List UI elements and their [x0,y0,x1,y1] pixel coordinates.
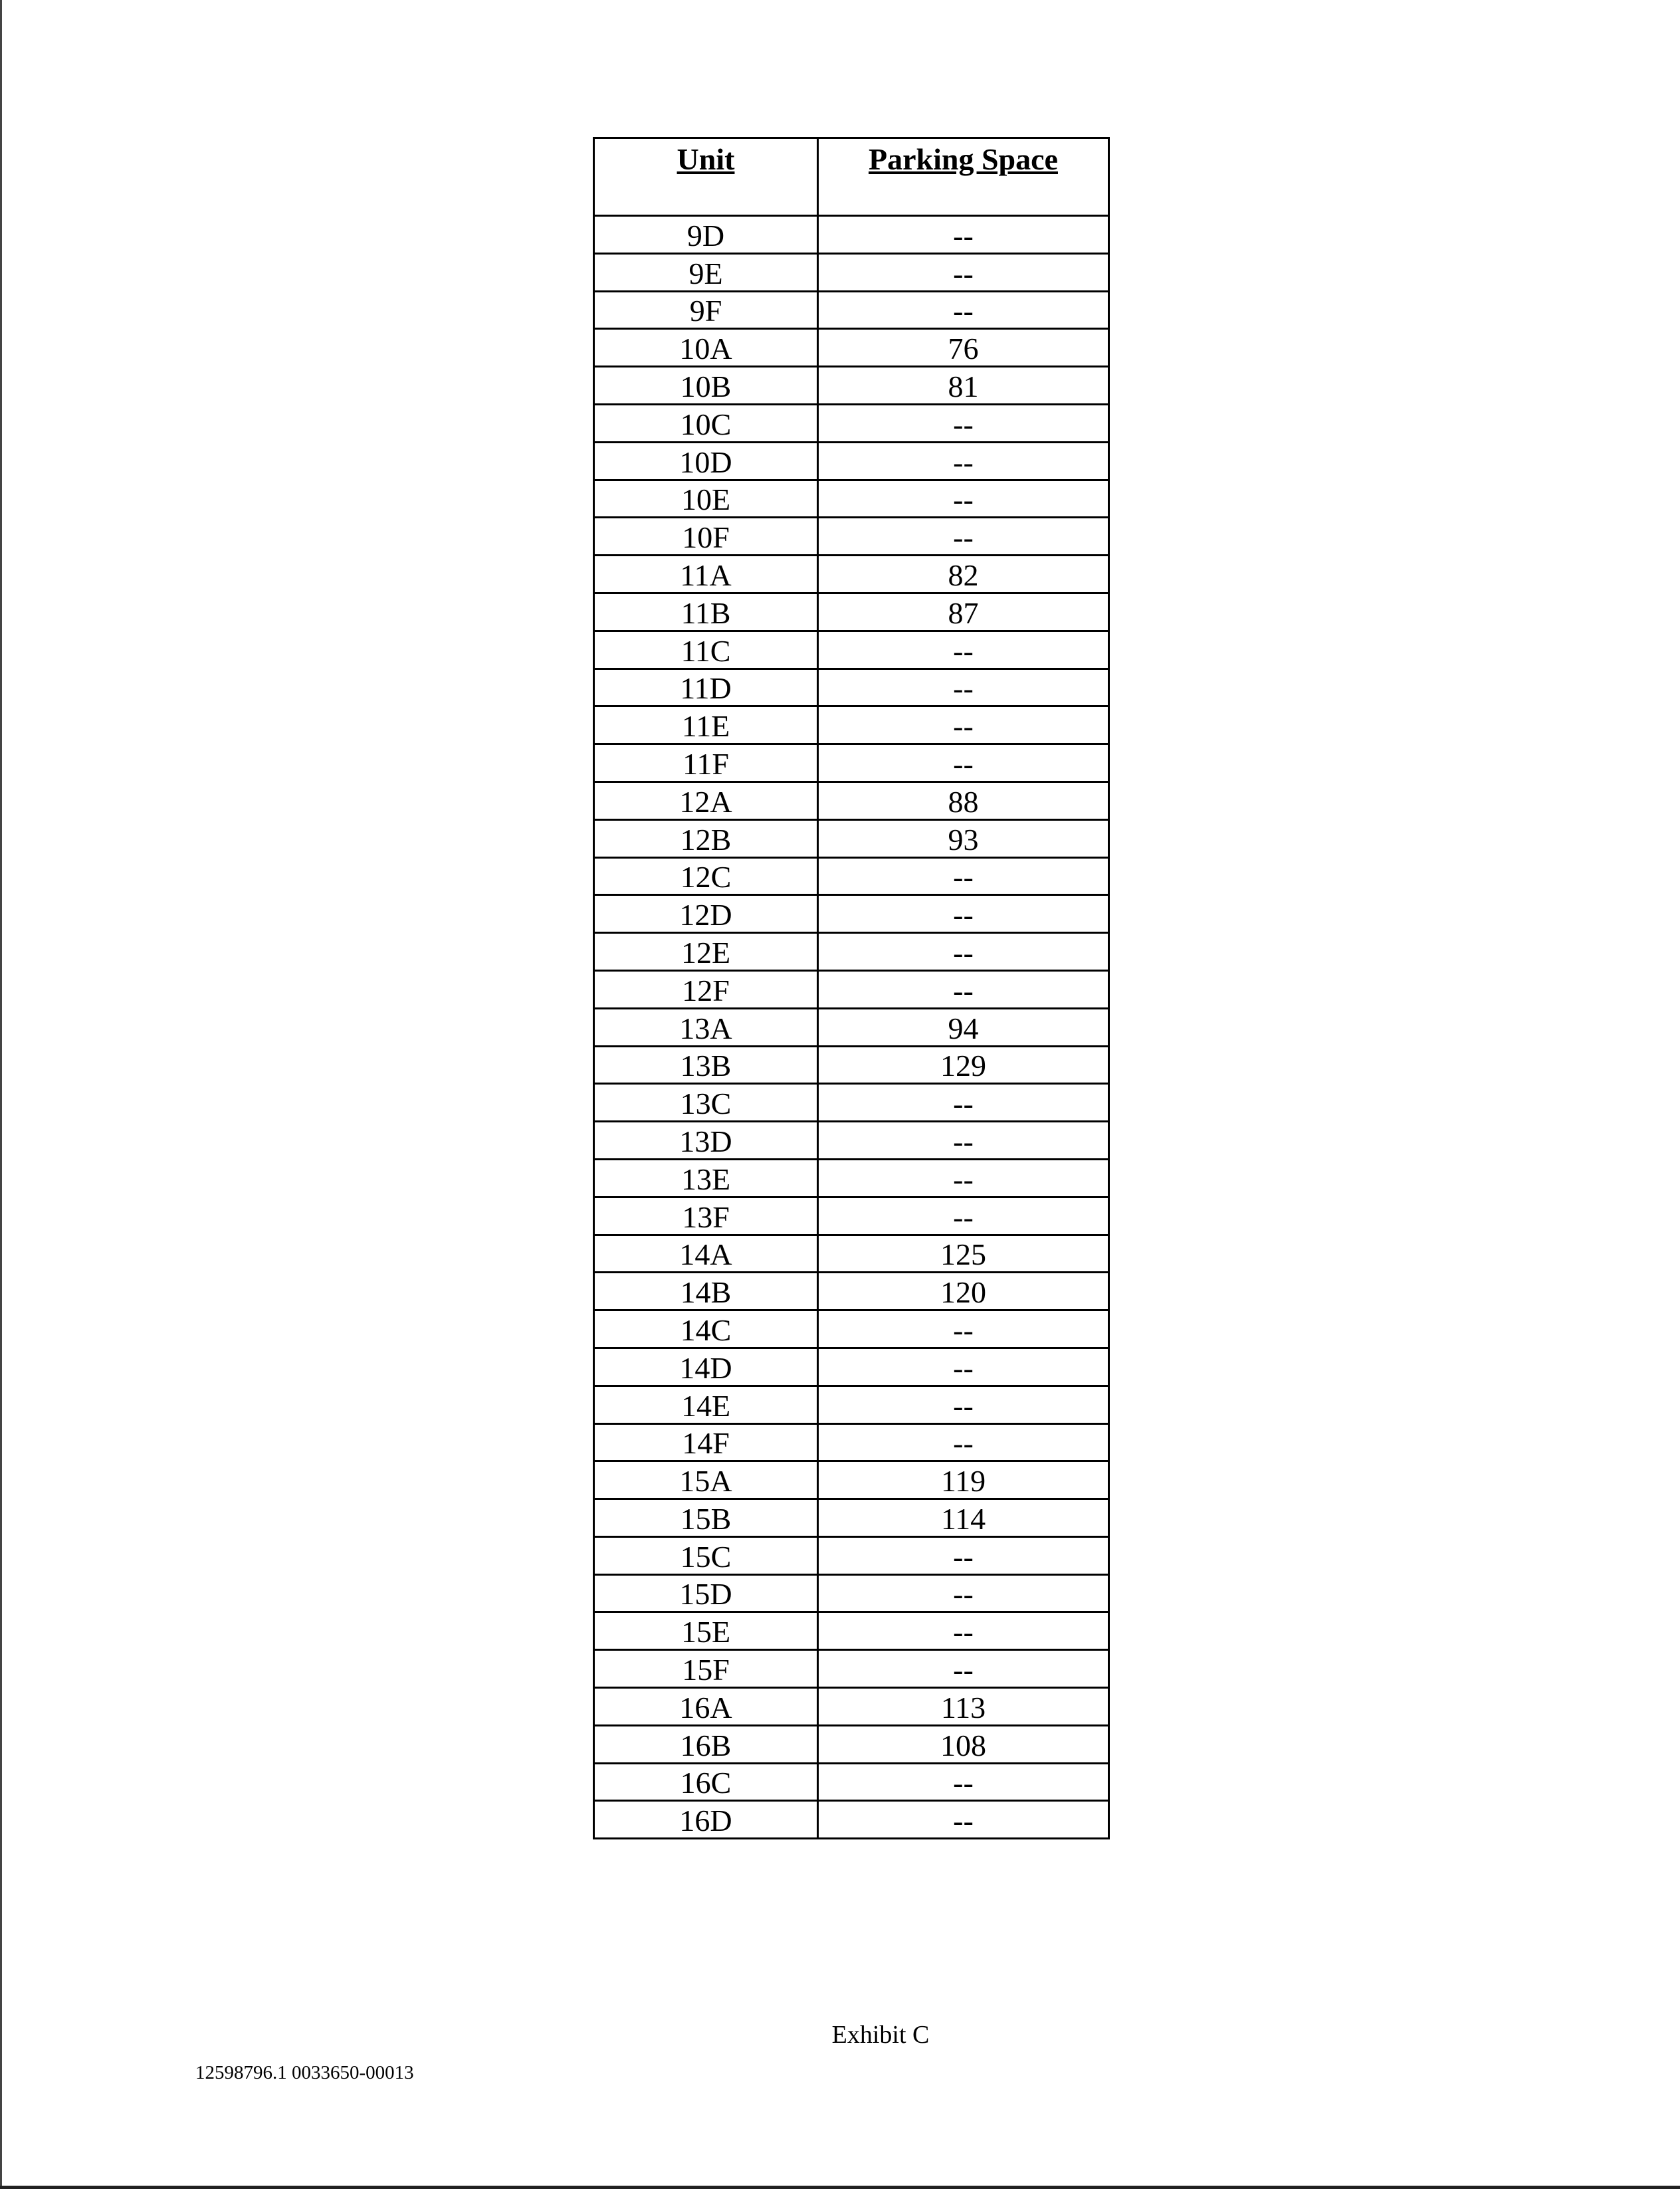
table-row [594,669,1109,706]
unit-cell: 12E [594,933,818,971]
table-row [594,744,1109,782]
parking-space-cell: 76 [818,329,1109,367]
unit-cell: 9F [594,291,818,329]
parking-space-cell: -- [818,1310,1109,1348]
parking-space-cell: -- [818,669,1109,706]
parking-space-cell: 94 [818,1008,1109,1046]
unit-cell: 16A [594,1688,818,1726]
table-row [594,1348,1109,1386]
parking-space-cell: 113 [818,1688,1109,1726]
parking-space-cell: -- [818,857,1109,895]
parking-space-cell: -- [818,291,1109,329]
table-row [594,1499,1109,1537]
parking-space-cell: -- [818,1650,1109,1688]
unit-cell: 11D [594,669,818,706]
table-row [594,1423,1109,1461]
unit-cell: 13A [594,1008,818,1046]
unit-cell: 11C [594,631,818,669]
table-row [594,1801,1109,1839]
table-row [594,367,1109,405]
table-row [594,329,1109,367]
parking-space-cell: -- [818,631,1109,669]
unit-cell: 11E [594,706,818,744]
parking-space-cell: 81 [818,367,1109,405]
table-row [594,1461,1109,1499]
table-row [594,253,1109,291]
unit-cell: 12A [594,782,818,819]
parking-space-cell: 125 [818,1235,1109,1273]
parking-space-cell: -- [818,1084,1109,1122]
exhibit-label: Exhibit C [831,2021,930,2049]
parking-table [593,137,1110,1839]
unit-cell: 16C [594,1763,818,1801]
parking-space-cell: -- [818,1159,1109,1197]
parking-space-cell: -- [818,895,1109,933]
table-row [594,1046,1109,1084]
unit-cell: 10C [594,404,818,442]
unit-cell: 15C [594,1536,818,1574]
unit-cell: 9D [594,216,818,254]
parking-space-cell: -- [818,1536,1109,1574]
table-row [594,933,1109,971]
parking-space-cell: 120 [818,1273,1109,1310]
table-header-row [594,138,1109,216]
table-row [594,556,1109,593]
table-row [594,631,1109,669]
table-row [594,1536,1109,1574]
parking-space-cell: 114 [818,1499,1109,1537]
parking-space-cell: -- [818,518,1109,556]
page-bottom-edge [0,2186,1680,2189]
parking-table-body [594,216,1109,1839]
parking-space-cell: 119 [818,1461,1109,1499]
table-row [594,1574,1109,1612]
table-row [594,480,1109,518]
parking-space-cell: -- [818,706,1109,744]
unit-cell: 14E [594,1386,818,1423]
unit-cell: 16D [594,1801,818,1839]
table-row [594,819,1109,857]
unit-cell: 15A [594,1461,818,1499]
unit-cell: 10F [594,518,818,556]
table-row [594,1235,1109,1273]
table-row [594,1612,1109,1650]
parking-space-cell: 82 [818,556,1109,593]
table-row [594,442,1109,480]
unit-cell: 12F [594,970,818,1008]
table-row [594,216,1109,254]
parking-space-cell: -- [818,970,1109,1008]
table-row [594,518,1109,556]
parking-space-cell: -- [818,1612,1109,1650]
unit-cell: 14C [594,1310,818,1348]
unit-cell: 14F [594,1423,818,1461]
parking-space-cell: -- [818,1801,1109,1839]
table-row [594,1084,1109,1122]
parking-space-cell: -- [818,744,1109,782]
unit-cell: 11B [594,593,818,631]
unit-cell: 13B [594,1046,818,1084]
unit-cell: 15D [594,1574,818,1612]
page-left-edge [0,0,2,2189]
parking-space-cell: -- [818,253,1109,291]
unit-cell: 12B [594,819,818,857]
parking-space-cell: -- [818,1122,1109,1160]
unit-cell: 11A [594,556,818,593]
table-row [594,1008,1109,1046]
table-row [594,1386,1109,1423]
document-id: 12598796.1 0033650-00013 [195,2062,414,2083]
unit-cell: 12C [594,857,818,895]
table-row [594,593,1109,631]
unit-column-header: Unit [594,138,818,216]
unit-cell: 12D [594,895,818,933]
parking-space-cell: -- [818,1197,1109,1235]
table-row [594,1122,1109,1160]
unit-cell: 14D [594,1348,818,1386]
parking-space-cell: -- [818,1386,1109,1423]
parking-space-cell: 93 [818,819,1109,857]
table-row [594,895,1109,933]
unit-cell: 13F [594,1197,818,1235]
table-row [594,1725,1109,1763]
parking-space-cell: -- [818,404,1109,442]
parking-space-cell: -- [818,1348,1109,1386]
table-row [594,706,1109,744]
table-row [594,970,1109,1008]
table-row [594,782,1109,819]
unit-cell: 15F [594,1650,818,1688]
table-row [594,857,1109,895]
parking-space-cell: 129 [818,1046,1109,1084]
unit-cell: 14A [594,1235,818,1273]
parking-space-cell: -- [818,1423,1109,1461]
parking-space-cell: -- [818,480,1109,518]
unit-cell: 13D [594,1122,818,1160]
parking-space-cell: 87 [818,593,1109,631]
unit-cell: 15B [594,1499,818,1537]
table-row [594,1310,1109,1348]
table-row [594,1688,1109,1726]
unit-cell: 13E [594,1159,818,1197]
table-row [594,404,1109,442]
unit-cell: 13C [594,1084,818,1122]
unit-cell: 10E [594,480,818,518]
unit-cell: 10A [594,329,818,367]
parking-space-cell: 108 [818,1725,1109,1763]
unit-cell: 9E [594,253,818,291]
parking-space-cell: -- [818,1763,1109,1801]
parking-space-cell: -- [818,216,1109,254]
parking-space-column-header: Parking Space [818,138,1109,216]
unit-cell: 16B [594,1725,818,1763]
parking-space-cell: 88 [818,782,1109,819]
unit-cell: 14B [594,1273,818,1310]
parking-space-cell: -- [818,442,1109,480]
parking-space-cell: -- [818,1574,1109,1612]
table-row [594,291,1109,329]
table-row [594,1197,1109,1235]
table-row [594,1763,1109,1801]
unit-cell: 15E [594,1612,818,1650]
unit-cell: 11F [594,744,818,782]
table-row [594,1650,1109,1688]
table-row [594,1159,1109,1197]
parking-space-cell: -- [818,933,1109,971]
unit-cell: 10B [594,367,818,405]
table-row [594,1273,1109,1310]
unit-cell: 10D [594,442,818,480]
